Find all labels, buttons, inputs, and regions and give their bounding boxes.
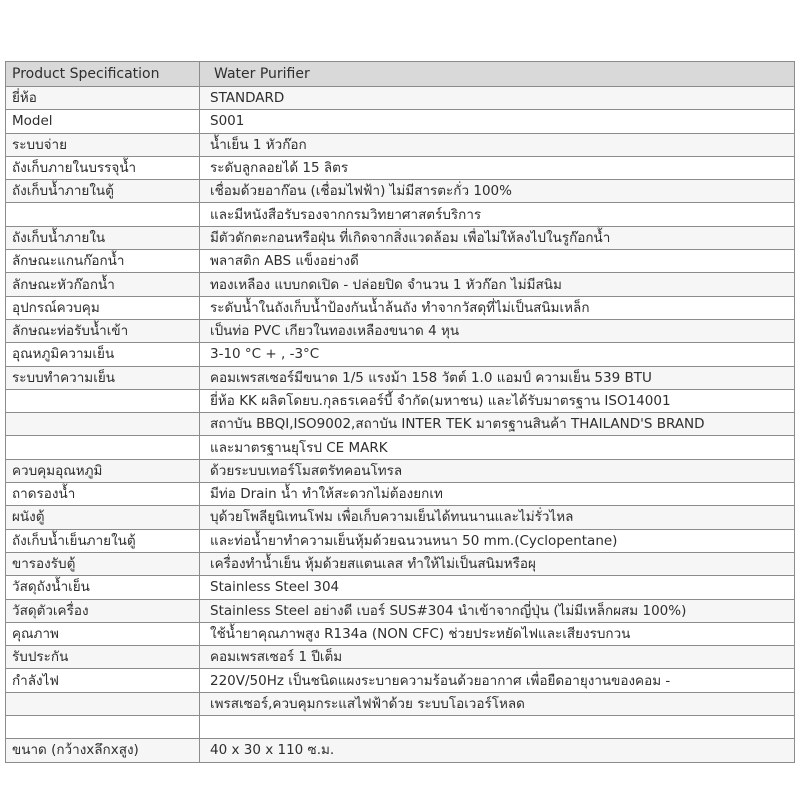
spec-row — [6, 110, 795, 133]
spec-row-value: สถาบัน BBQI,ISO9002,สถาบัน INTER TEK มาตรฐานสินค้า THAILAND'S BRAND — [200, 413, 795, 436]
spec-row-label: ถังเก็บน้ำภายใน — [6, 226, 200, 249]
spec-row-label — [6, 413, 200, 436]
spec-row — [6, 226, 795, 249]
spec-row-value: ด้วยระบบเทอร์โมสตรัทคอนโทรล — [200, 459, 795, 482]
spec-row — [6, 692, 795, 715]
spec-row — [6, 436, 795, 459]
spec-row — [6, 552, 795, 575]
spec-row-label — [6, 692, 200, 715]
spec-row-label: ยี่ห้อ — [6, 87, 200, 110]
spec-row-value: เพรสเซอร์,ควบคุมกระแสไฟฟ้าด้วย ระบบโอเวอร์โหลด — [200, 692, 795, 715]
spec-row — [6, 87, 795, 110]
spec-row — [6, 296, 795, 319]
spec-row-label — [6, 716, 200, 739]
spec-header-label: Product Specification — [6, 62, 200, 87]
spec-row — [6, 483, 795, 506]
spec-row-label: ควบคุมอุณหภูมิ — [6, 459, 200, 482]
spec-row-value: บุด้วยโพลียูนิเทนโฟม เพื่อเก็บความเย็นได้ทนนานและไม่รั่วไหล — [200, 506, 795, 529]
spec-row-label: ขารองรับตู้ — [6, 552, 200, 575]
spec-row-value: ใช้น้ำยาคุณภาพสูง R134a (NON CFC) ช่วยประหยัดไฟและเสียงรบกวน — [200, 622, 795, 645]
spec-row — [6, 622, 795, 645]
spec-row-label: ลักษณะหัวก๊อกน้ำ — [6, 273, 200, 296]
spec-row-label: วัสดุถังน้ำเย็น — [6, 576, 200, 599]
spec-row-value: พลาสติก ABS แข็งอย่างดี — [200, 250, 795, 273]
spec-row-label: ผนังตู้ — [6, 506, 200, 529]
spec-row-value: น้ำเย็น 1 หัวก๊อก — [200, 133, 795, 156]
spec-row — [6, 459, 795, 482]
spec-row — [6, 156, 795, 179]
spec-row — [6, 646, 795, 669]
spec-row-label: รับประกัน — [6, 646, 200, 669]
spec-row-label: คุณภาพ — [6, 622, 200, 645]
spec-row-value: เชื่อมด้วยอาก๊อน (เชื่อมไฟฟ้า) ไม่มีสารตะกั่ว 100% — [200, 180, 795, 203]
spec-row-value: มีตัวดักตะกอนหรือฝุ่น ที่เกิดจากสิ่งแวดล้อม เพื่อไม่ให้ลงไปในรูก๊อกน้ำ — [200, 226, 795, 249]
spec-row-label — [6, 436, 200, 459]
spec-row-label: วัสดุตัวเครื่อง — [6, 599, 200, 622]
spec-row — [6, 389, 795, 412]
spec-row-value: S001 — [200, 110, 795, 133]
spec-row-label: ถังเก็บภายในบรรจุน้ำ — [6, 156, 200, 179]
spec-row-value: Stainless Steel อย่างดี เบอร์ SUS#304 นำเข้าจากญี่ปุ่น (ไม่มีเหล็กผสม 100%) — [200, 599, 795, 622]
spec-row-value: มีท่อ Drain น้ำ ทำให้สะดวกไม่ต้องยกเท — [200, 483, 795, 506]
spec-row-label: ลักษณะแกนก๊อกน้ำ — [6, 250, 200, 273]
spec-row-value: 40 x 30 x 110 ซ.ม. — [200, 739, 795, 762]
spec-row — [6, 273, 795, 296]
spec-row-value: Stainless Steel 304 — [200, 576, 795, 599]
spec-row-label: ขนาด (กว้างxลึกxสูง) — [6, 739, 200, 762]
spec-row-value: และมาตรฐานยุโรป CE MARK — [200, 436, 795, 459]
spec-row-value — [200, 716, 795, 739]
spec-row-label: กำลังไฟ — [6, 669, 200, 692]
spec-row-value: คอมเพรสเซอร์ 1 ปีเต็ม — [200, 646, 795, 669]
spec-row-label — [6, 203, 200, 226]
spec-row-label: Model — [6, 110, 200, 133]
spec-row — [6, 669, 795, 692]
spec-row — [6, 506, 795, 529]
spec-row-value: STANDARD — [200, 87, 795, 110]
spec-row — [6, 576, 795, 599]
spec-row — [6, 366, 795, 389]
spec-row-value: ทองเหลือง แบบกดเปิด - ปล่อยปิด จำนวน 1 หัวก๊อก ไม่มีสนิม — [200, 273, 795, 296]
spec-row — [6, 529, 795, 552]
spec-row — [6, 343, 795, 366]
spec-row-label: อุปกรณ์ควบคุม — [6, 296, 200, 319]
spec-row — [6, 413, 795, 436]
spec-row-label — [6, 389, 200, 412]
spec-row-label: ถาดรองน้ำ — [6, 483, 200, 506]
spec-table-body — [6, 62, 795, 763]
spec-row — [6, 599, 795, 622]
spec-row-value: ระดับลูกลอยได้ 15 ลิตร — [200, 156, 795, 179]
spec-row — [6, 716, 795, 739]
spec-row-label: ถังเก็บน้ำภายในตู้ — [6, 180, 200, 203]
spec-row-label: อุณหภูมิความเย็น — [6, 343, 200, 366]
spec-row-label: ระบบทำความเย็น — [6, 366, 200, 389]
spec-row-value: ยี่ห้อ KK ผลิตโดยบ.กุลธรเคอร์บี้ จำกัด(มหาชน) และได้รับมาตรฐาน ISO14001 — [200, 389, 795, 412]
spec-row — [6, 319, 795, 342]
spec-row — [6, 133, 795, 156]
spec-row-value: คอมเพรสเซอร์มีขนาด 1/5 แรงม้า 158 วัตต์ 1.0 แอมป์ ความเย็น 539 BTU — [200, 366, 795, 389]
spec-row-value: ระดับน้ำในถังเก็บน้ำป้องกันน้ำล้นถัง ทำจากวัสดุที่ไม่เป็นสนิมเหล็ก — [200, 296, 795, 319]
spec-header-row — [6, 62, 795, 87]
spec-row-value: เป็นท่อ PVC เกียวในทองเหลืองขนาด 4 หุน — [200, 319, 795, 342]
spec-row-label: ถังเก็บน้ำเย็นภายในตู้ — [6, 529, 200, 552]
spec-row-value: และท่อน้ำยาทำความเย็นหุ้มด้วยฉนวนหนา 50 mm.(Cyclopentane) — [200, 529, 795, 552]
spec-row-value: 220V/50Hz เป็นชนิดแผงระบายความร้อนด้วยอากาศ เพื่อยืดอายุงานของคอม - — [200, 669, 795, 692]
spec-row — [6, 250, 795, 273]
spec-row-label: ระบบจ่าย — [6, 133, 200, 156]
spec-row-value: เครื่องทำน้ำเย็น หุ้มด้วยสแตนเลส ทำให้ไม่เป็นสนิมหรือผุ — [200, 552, 795, 575]
spec-row-label: ลักษณะท่อรับน้ำเข้า — [6, 319, 200, 342]
spec-row-value: และมีหนังสือรับรองจากกรมวิทยาศาสตร์บริการ — [200, 203, 795, 226]
spec-row-value: 3-10 °C + , -3°C — [200, 343, 795, 366]
spec-table — [5, 61, 795, 763]
spec-row — [6, 180, 795, 203]
spec-row — [6, 203, 795, 226]
spec-header-value: Water Purifier — [200, 62, 795, 87]
spec-row — [6, 739, 795, 762]
